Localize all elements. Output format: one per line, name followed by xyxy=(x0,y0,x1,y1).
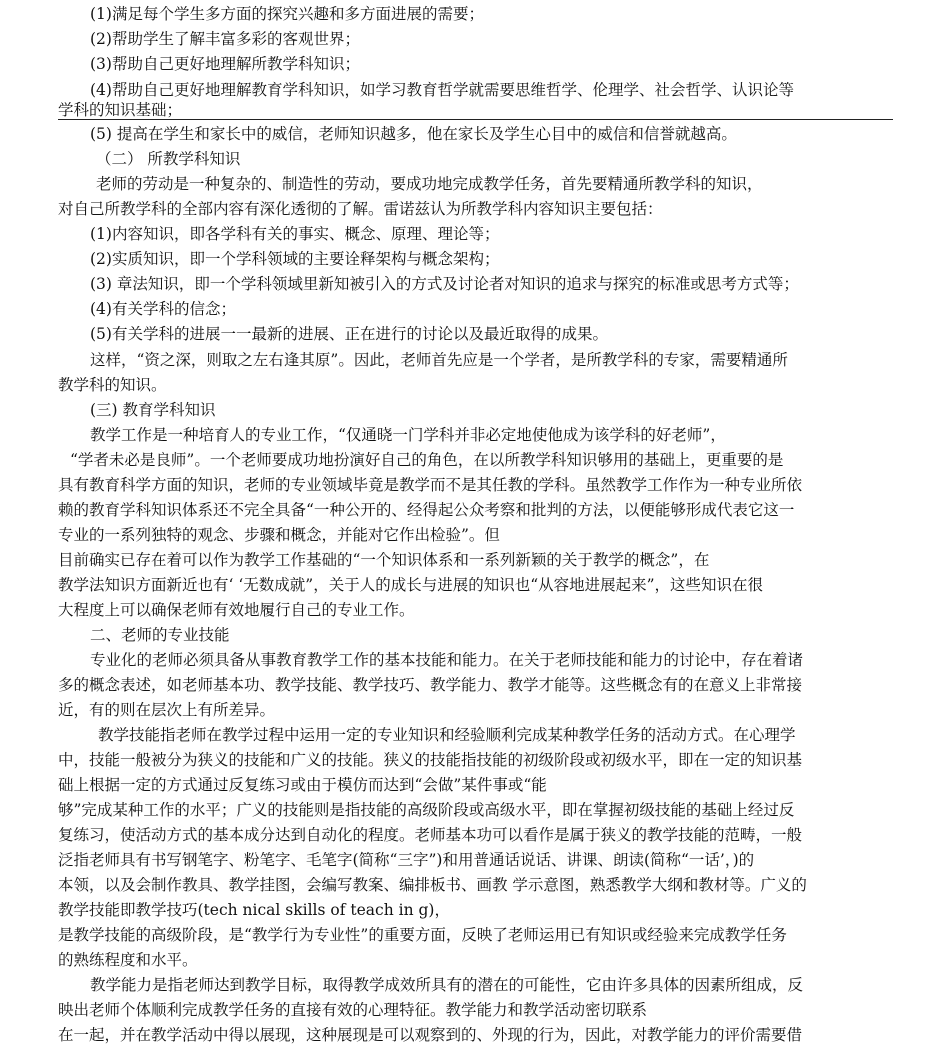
text-line: (1)满足每个学生多方面的探究兴趣和多方面进展的需要； xyxy=(90,5,484,23)
text-line: “学者未必是良师”。一个老师要成功地扮演好自己的角色，在以所教学科知识够用的基础上，更重要的是 xyxy=(70,451,784,469)
text-line: 专业化的老师必须具备从事教育教学工作的基本技能和能力。在关于老师技能和能力的讨论中，存在着诸 xyxy=(90,651,804,669)
text-line: (4)帮助自己更好地理解教育学科知识，如学习教育哲学就需要思维哲学、伦理学、社会哲学、认识论等 xyxy=(90,81,794,99)
text-line: (4)有关学科的信念； xyxy=(90,300,236,318)
text-line: 近，有的则在层次上有所差异。 xyxy=(58,701,276,719)
text-line: 本领，以及会制作教具、教学挂图，会编写教案、编排板书、画教 学示意图，熟悉教学大纲和教材等。广义的 xyxy=(58,876,807,894)
text-line: 这样，“资之深，则取之左右逢其原”。因此，老师首先应是一个学者，是所教学科的专家，需要精通所 xyxy=(90,351,788,369)
text-line: (3) 章法知识，即一个学科领域里新知被引入的方式及讨论者对知识的追求与探究的标准或思考方式等； xyxy=(90,275,799,293)
text-line: (2)实质知识，即一个学科领域的主要诠释架构与概念架构； xyxy=(90,250,500,268)
text-line: 教学技能即教学技巧(tech nical skills of teach in g)， xyxy=(58,901,450,919)
text-line: (5) 提高在学生和家长中的威信，老师知识越多，他在家长及学生心目中的威信和信誉就越高。 xyxy=(90,125,737,143)
text-line: 专业的一系列独特的观念、步骤和概念，并能对它作出检验”。但 xyxy=(58,526,500,544)
text-line: (2)帮助学生了解丰富多彩的客观世界； xyxy=(90,30,360,48)
text-line: 是教学技能的高级阶段，是“教学行为专业性”的重要方面，反映了老师运用已有知识或经验来完成教学任务 xyxy=(58,926,787,944)
text-line: 在一起，并在教学活动中得以展现，这种展现是可以观察到的、外现的行为，因此，对教学能力的评价需要借 xyxy=(58,1026,803,1044)
section-heading: (三) 教育学科知识 xyxy=(90,401,216,419)
text-line: 目前确实已存在着可以作为教学工作基础的“一个知识体系和一系列新颖的关于教学的概念”，在 xyxy=(58,551,710,569)
text-line: 教学科的知识。 xyxy=(58,376,167,394)
section-heading: 二、老师的专业技能 xyxy=(90,626,230,644)
text-line: 大程度上可以确保老师有效地履行自己的专业工作。 xyxy=(58,601,415,619)
text-line: (5)有关学科的进展一一最新的进展、正在进行的讨论以及最近取得的成果。 xyxy=(90,325,608,343)
text-line: 老师的劳动是一种复杂的、制造性的劳动，要成功地完成教学任务，首先要精通所教学科的知识， xyxy=(96,175,763,193)
text-line: 础上根据一定的方式通过反复练习或由于模仿而达到“会做”某件事或“能 xyxy=(58,776,547,794)
text-line: 教学技能指老师在教学过程中运用一定的专业知识和经验顺利完成某种教学任务的活动方式。在心理学 xyxy=(98,726,796,744)
text-line: (3)帮助自己更好地理解所教学科知识； xyxy=(90,55,360,73)
text-line: 的熟练程度和水平。 xyxy=(58,951,198,969)
text-line: (1)内容知识，即各学科有关的事实、概念、原理、理论等； xyxy=(90,225,500,243)
text-line: 映出老师个体顺利完成教学任务的直接有效的心理特征。教学能力和教学活动密切联系 xyxy=(58,1001,648,1019)
text-line: 具有教育科学方面的知识，老师的专业领域毕竟是教学而不是其任教的学科。虽然教学工作作为一种专业所依 xyxy=(58,476,803,494)
text-line: 泛指老师具有书写钢笔字、粉笔字、毛笔字(简称“三字”)和用普通话说话、讲课、朗读(简称“一话’，)的 xyxy=(58,851,755,869)
text-line: 对自己所教学科的全部内容有深化透彻的了解。雷诺兹认为所教学科内容知识主要包括： xyxy=(58,200,663,218)
text-line: 中，技能一般被分为狭义的技能和广义的技能。狭义的技能指技能的初级阶段或初级水平，即在一定的知识基 xyxy=(58,751,803,769)
horizontal-rule xyxy=(58,119,893,120)
text-line: 多的概念表述，如老师基本功、教学技能、教学技巧、教学能力、教学才能等。这些概念有的在意义上非常接 xyxy=(58,676,803,694)
text-line: 复练习，使活动方式的基本成分达到自动化的程度。老师基本功可以看作是属于狭义的教学技能的范畴，一般 xyxy=(58,826,803,844)
text-line: 够”完成某种工作的水平；广义的技能则是指技能的高级阶段或高级水平，即在掌握初级技能的基础上经过反 xyxy=(58,801,795,819)
section-heading: （二） 所教学科知识 xyxy=(96,150,241,168)
text-line: 教学能力是指老师达到教学目标，取得教学成效所具有的潜在的可能性，它由许多具体的因素所组成，反 xyxy=(90,976,804,994)
text-line: 赖的教育学科知识体系还不完全具备“一种公开的、经得起公众考察和批判的方法，以便能够形成代表它这一 xyxy=(58,501,795,519)
text-line: 教学工作是一种培育人的专业工作，“仅通晓一门学科并非必定地使他成为该学科的好老师”， xyxy=(90,426,726,444)
text-line: 学科的知识基础； xyxy=(58,101,183,119)
text-line: 教学法知识方面新近也有‘ ‘无数成就”，关于人的成长与进展的知识也“从容地进展起来”，这些知识在很 xyxy=(58,576,764,594)
